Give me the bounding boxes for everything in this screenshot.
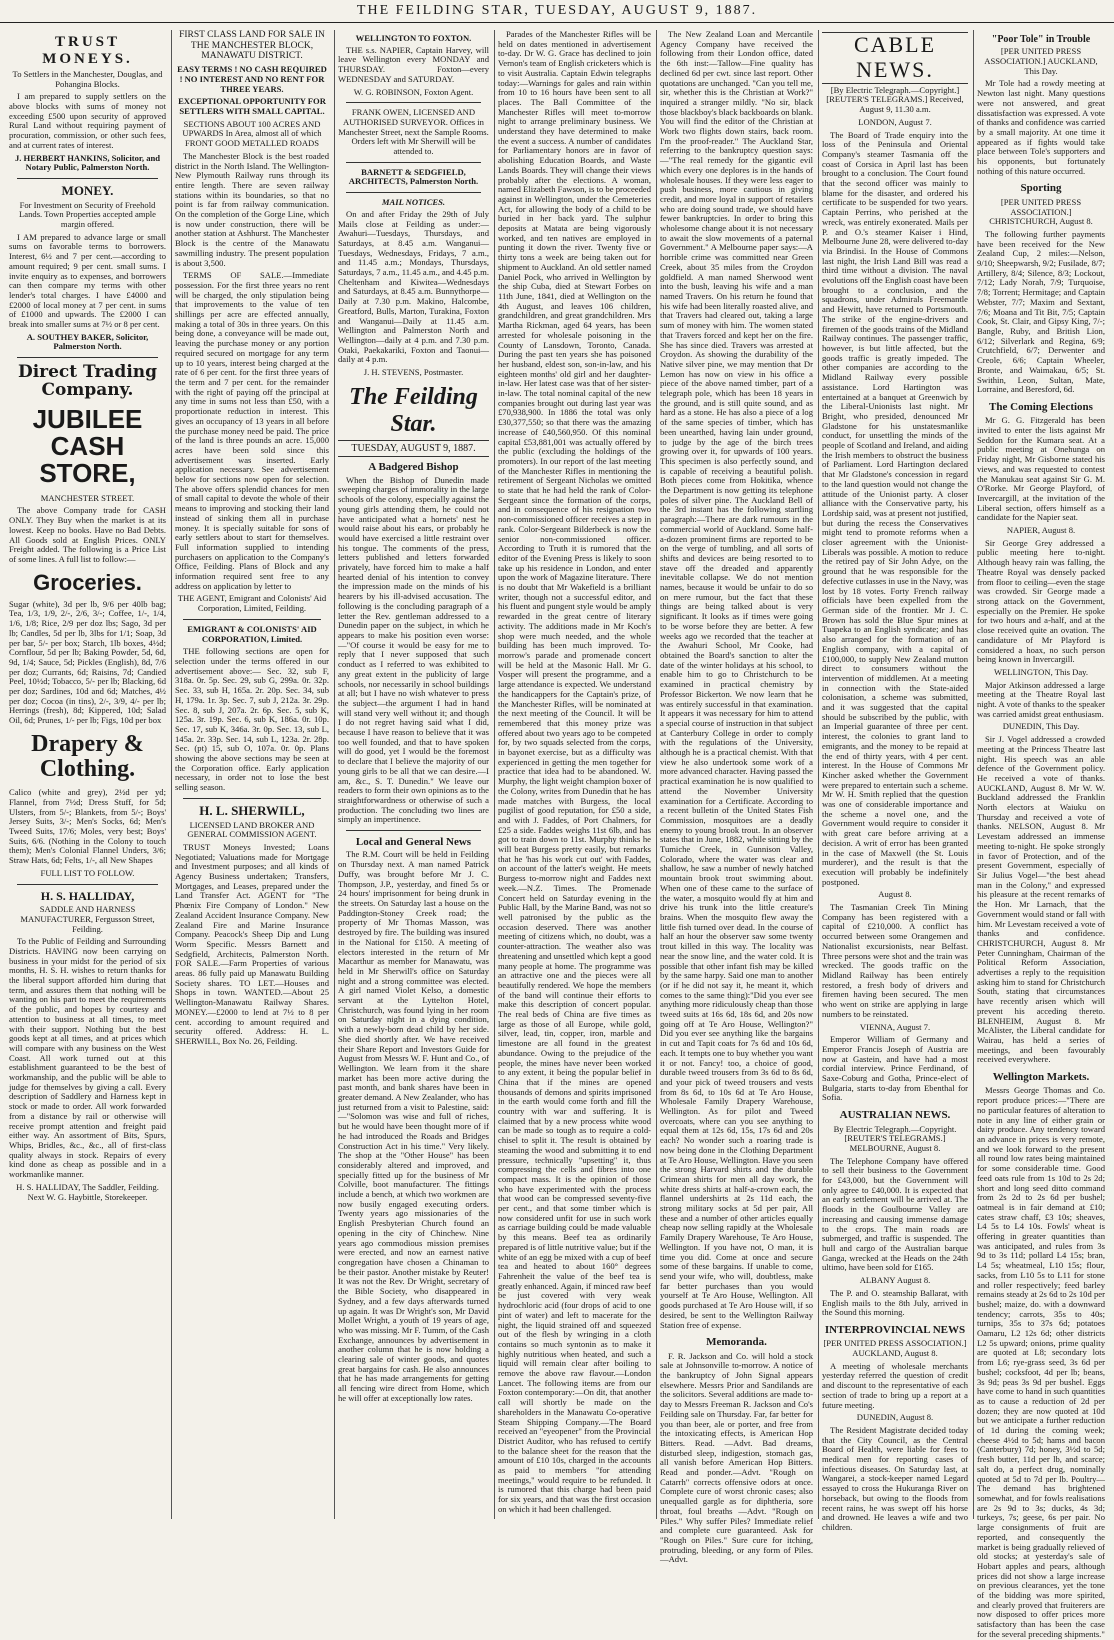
australian-news-heading: AUSTRALIAN NEWS. <box>839 1109 951 1122</box>
halliday-subheading: SADDLE AND HARNESS MANUFACTURER, Fergusson Street, Feilding. <box>20 904 155 934</box>
sporting-body: The following further payments have been received for the New Zealand Cup, 2 miles:—Nelson, 9/10; Sheepwarsh, 9/2; Fusilade, 8/7; Artillery, 8/4; Silence, 8/3; Lockout, 7/12; Lady Norah, 7/9; Turquoise, 7/8; Torrent; Hermitage; and Captain Webster, 7/7; Maxim and Sextant, 7/6; Moana and Tit Bit, 7/5; Captain Cook, St. Clair, and Gipsy King, 7/-; Bangle, Ruby, and British Lion, 6/12; Silverlark and Regina, 6/9; Crutchfield, 6/7; Derwenter and Creole, 6/6; Captain Wheeler, Bronte, and Waimakau, 6/5; St. Swithin, Leon, Sultan, Mate, Lorraine, and Beresford, 6d. <box>977 228 1105 395</box>
albany-dateline: ALBANY August 8. <box>859 1275 931 1286</box>
interprovincial-heading: INTERPROVINCIAL NEWS <box>824 1323 966 1336</box>
baker-signature: A. SOUTHEY BAKER, Solicitor, Palmerston North. <box>26 331 149 352</box>
divider <box>346 102 481 103</box>
easy-terms: EASY TERMS ! NO CASH REQUIRED ! NO INTEREST AND NO RENT FOR THREE YEARS. <box>177 64 327 94</box>
halliday-body: To the Public of Feilding and Surrounding Districts. HAVING now been carrying on business in your midst for the period of six months, H. S. H. wishes to return thanks for the liberal support afforded him during that term, and assures them that nothing will be wanting on his part to meet the requirements of the public, and hopes by courtesy and attention to business at all times, to meet with their support. Nothing but the best goods kept at all times, and at prices which will compare with any business on the West Coast. All work turned out at this establishment guaranteed to be the best of workmanship, and the public will be able to judge for themselves by giving a call. Every description of Saddlery and Harness kept in stock or made to order. All work forwarded from a distance by rail or otherwise will receive prompt attention and freight paid either way. An assortment of Bits, Spurs, Whips, Bridles, &c., &c., all of first-class quality always in stock. Repairs of every kind done as cheap as possible and in a workmanlike manner. <box>9 936 166 1180</box>
trust-body: I am prepared to supply settlers on the above blocks with sums of money not exceeding £500 upon security of approved Rural Land without requiring payment of procuration, commission, or other such fees, and at current rates of interest. <box>9 91 166 150</box>
vienna-dateline: VIENNA, August 7. <box>859 1021 931 1032</box>
vienna-body: Emperor William of Germany and Emperor Francis Joseph of Austria are now at Gastein, and have had a most cordial interview. Prince Ferdinand, of Saxe-Coburg and Gotha, Prince-elect of Bulgaria, starts to-day from Ebenthal for Sofia. <box>822 1034 968 1103</box>
land-sale-heading: FIRST CLASS LAND FOR SALE IN THE MANCHESTER BLOCK, MANAWATU DISTRICT. <box>179 30 325 62</box>
napier-dateline: NAPIER, August 8. <box>1006 525 1076 536</box>
dunedin-body: The Resident Magistrate decided today that the City Council, as the Central Board of Health, were liable for fees to medical men for reporting cases of infectious diseases. On Saturday last, at Wangarei, a stock-keeper named Legard essayed to cross the Hukuranga River on horseback, but owing to the floods from recent rains, he was swept off his horse and drowned. He leaves a wife and two children. <box>822 1424 968 1532</box>
australian-subheading: By Electric Telegraph.—Copyright. [REUTER'S TELEGRAMS.] MELBOURNE, August 8. <box>833 1123 957 1153</box>
interprovincial-subheading: [PER UNITED PRESS ASSOCIATION.] AUCKLAND, August 8. <box>823 1338 967 1359</box>
sherwill-subheading: LICENSED LAND BROKER AND GENERAL COMMISSION AGENT. <box>187 819 317 840</box>
divider <box>17 884 158 885</box>
divider <box>183 619 321 620</box>
cash-body: The above Company trade for CASH ONLY. They Buy when the market is at its lowest. Keep no books. Have no Bad Debts. All Goods sold at English Prices. ONLY Freight added. The following is a Price List of some lines. A full list to follow:— <box>9 505 166 564</box>
bishop-article: When the Bishop of Dunedin made sweeping charges of immorality in the large schools of the colony, especially against the young girls attending them, he could not have anticipated what a hornets' nest he would raise about his ears, or probably he would have exercised a little restraint over his tongue. The comments of the press, letters published and letters forwarded privately, have forced him to make a half hearted denial of his intention to convey the impression made on the minds of his hearers by his ill-advised accusation. The following is the concluding paragraph of a letter the Rev. gentleman addressed to a Dunedin paper on the subject, in which he appears to make his position even worse:—"Of course it would be easy for me to reply that I never supposed that such conduct as I referred to was exhibited to any great extent in the publicity of large schools, nor necessarily in school buildings at all; but I have no wish whatever to press the subject—the argument I had in hand will stand very well without it; and though I do not regret having said what I did, because I have reason to believe that it was too well founded, and that to have spoken will do good, yet I would be the foremost to declare that I believe the majority of our young girls to be all that we can desire.—I am, &c., S. T. Dunedin." We leave our readers to form their own opinions as to the straightforwardness or otherwise of such a production. The concluding two lines are simply an impertinence. <box>338 474 489 825</box>
australian-body: The Telephone Company have offered to sell their business to the Government for £43,000, but the Government will only agree to £40,000. It is expected that an early settlement will be arrived at. The floods in the Goulbourne Valley are increasing and causing immense damage to the crops. The main roads are submerged, and traffic is suspended. The hull and cargo of the Australian barque Ganga, wrecked at the Heads on the 24th ultimo, have been sold for £165. <box>822 1155 968 1273</box>
column-4 <box>494 30 654 1519</box>
elections-heading: The Coming Elections <box>989 400 1093 413</box>
cable-body-2: The Tasmanian Creek Tin Mining Company has been registered with a capital of £210,000. A conflict has occurred between some Orangemen and Nationalist excursionists, near Belfast. Three persons were shot and the train was wrecked. The goods traffic on the Midland Railway has been entirely restored, a fresh body of drivers and firemen having been secured. The men who went on strike are applying in large numbers to be reinstated. <box>822 902 968 1019</box>
full-list-note: FULL LIST TO FOLLOW. <box>40 867 135 878</box>
bishop-heading: A Badgered Bishop <box>368 461 459 474</box>
drapery-heading: Drapery & Clothing. <box>31 730 144 783</box>
cable-news-heading: CABLE NEWS. <box>822 32 968 84</box>
trust-subheading: To Settlers in the Manchester, Douglas, and Pohangina Blocks. <box>12 68 163 89</box>
napier-steamer-body: THE s.s. NAPIER, Captain Harvey, will leave Wellington every MONDAY and THURSDAY. Foxton—every WEDNESDAY and SATURDAY. <box>338 44 489 84</box>
dunedin-body: Sir J. Vogel addressed a crowded meeting at the Princess Theatre last night. His speech was an able defence of the Government policy. He received a vote of thanks. AUCKLAND, August 8. Mr W. W. Buckland addressed the Franklin North electors at Waiuku on Thursday and received a vote of thanks. NELSON, August 8. Mr Levestam addressed an immense meeting to-night. He spoke strongly in favor of Protection, and of the present Government, especially of Sir Julius Vogel—"the best ahead man in the Colony," and expressed his pleasure at the recent remarks of the Hon. Mr Larnach, that the Government would stand or fall with him. Mr Levestam received a vote of thanks and confidence. CHRISTCHURCH, August 8. Mr Peter Cunningham, Chairman of the Political Reform Association, advertises a reply to the requisition asking him to stand for Christchurch South, stating that circumstances have recently arisen which will prevent his acceding thereto. BLENHEIM, August 8. Mr McAlister, the Liberal candidate for Wairau, has held a series of meetings, and been favourably received everywhere. <box>977 734 1105 1065</box>
jubilee-heading: JUBILEE CASH STORE, <box>32 403 143 489</box>
sherwill-heading: H. L. SHERWILL, <box>199 802 305 818</box>
owen-surveyor: FRANK OWEN, LICENSED AND AUTHORISED SURVEYOR. Offices in Manchester Street, next the Sample Rooms. Orders left with Mr Sherwill will be attended to. <box>338 107 489 157</box>
markets-heading: Wellington Markets. <box>992 1071 1090 1084</box>
sporting-subheading: [PER UNITED PRESS ASSOCIATION.] CHRISTCHURCH, August 8. <box>989 196 1093 227</box>
wellington-foxton-heading: WELLINGTON TO FOXTON. <box>355 33 472 43</box>
poor-tole-body: Mr Tole had a rowdy meeting at Newton last night. Many questions were not answered, and great dissatisfaction was expressed. A vote of thanks and confidence was carried by a small majority. At one time it appeared as if fights would take place between Tole's supporters and his opponents, but fortunately nothing of this nature occurred. <box>977 78 1105 176</box>
grocery-price-list: Sugar (white), 3d per lb, 9/6 per 40lb bag; Tea, 1/3, 1/9, 2/-, 2/6, 3/-; Coffee, 1/-, 1/4, 1/6, 1/8; Rice, 2/9 per doz lbs; Sago, 3d per lb; Candles, 5d per lb, 3lbs for 1/1; Soap, 3d per bar, 5/- per box; Starch, 1lb boxes, 4½d; Cornflour, 5d per lb; Baking Powder, 5d, 6d, 9d, 1/4; Sauce, 5d; Pickles (English), 8d, 7/6 per doz; Currants, 6d; Raisins, 7d; Candied Peel, 10½d; Tobacco, 5/- per lb; Blacking, 6d per doz; Sardines, 10d and 6d; Matches, 4½ per doz; Cocoa (in tins), 2/-, 3/9, 4/- per lb; Herrings (fresh), 8d; Kippered, 10d; Salad Oil, 6d; Prunes, 1/- per lb; Figs, 10d per box <box>9 598 166 726</box>
dunedin-dateline: DUNEDIN, August 8. <box>856 1412 934 1423</box>
local-news-heading: Local and General News <box>355 836 472 849</box>
agent-address: THE AGENT, Emigrant and Colonists' Aid Corporation, Limited, Feilding. <box>177 593 327 614</box>
sherwill-body: TRUST Moneys Invested; Loans Negotiated; Valuations made for Mortgage and Investment purposes; and all kinds of Agency Business undertaken; Transfers, Mortgages, and Leases, prepared under the Land Transfer Act. AGENT for "The Phœnix Fire Company of London." New Zealand Accident Insurance Company. New Zealand Fire and Marine Insurance Company. Peacock's Sheep Dip and Lung Worm Specific. Messrs Barnett and Sedgfield, Architects, Palmerston North. FOR SALE.—Farm Properties of various areas. 86 fully paid up Manawatu Building Society shares. TO LET.—Houses and Shops in town. WANTED.—About 25 Wellington-Manawatu Railway Shares. MONEY.—£2000 to lend at 7½ to 8 per cent. according to amount required and security offered. Address: H. L. SHERWILL, Box No. 26, Feilding. <box>175 841 329 1046</box>
wellington-dateline: WELLINGTON, This Day. <box>993 666 1089 677</box>
markets-body: Messrs George Thomas and Co. report produce prices:—"There are no particular features of alteration to note in any line of either grain or dairy produce. Any tendency toward an advance in prices is very remote, and we look forward to the present all round low rates being maintained for some considerable time. Good feed oats rule from 1s 10d to 2s 2d; short and long seed ditto command from 2s 2d to 2s 6d per bushel; oatmeal is in fair demand at £10; cates straw chaff, £3 10s; sheaves, L4 5s to L4 10s. Fowls' wheat is offering in greater quantities than was anticipated, and rules from 3s 9d to 3s 11d; pollard L4 15s; bran, L4 5s; wheatmeal, L10 15s; flour, sacks, from L10 5s to L11 for stone and roller respectively; feed barley remains steady at 2s 6d to 2s 10d per bushel; maize, do. with a downward tendency; carrots, 35s to 40s; turnips, 35s to 37s 6d; potatoes Oamaru, L2 12s 6d; other districts L2 5s upward; onions, prime quality are quoted at L8; secondary lots from L6; rye-grass seed, 3s 6d per bushel; cocksfoot, 4d per lb; beans, 3s 9d; peas 3s 9d per bushel. Eggs have come to hand in such quantities as to cause a reduction of 2d per dozen; they are now quoted at 10d but we anticipate a further reduction of 1d during the coming week; cheese 4½d to 5d; hams and bacon (Canterbury) 7d; honey, 3½d to 5d; fresh butter, 11d per lb, and scarce; salt do, a perfect drug, nominally quoted at 5d to 7d per lb. Poultry—The demand has brightened somewhat, and for fowls realisations are 2s 9d to 3s; ducks, 4s 3d; turkeys, 7s; geese, 6s per pair. No large consignments of fruit are reported, and consequently the market is being gradually relieved of old stocks; at yesterday's sale of Hobart apples and pears, although prices did not show a large increase on previous clearances, yet the tone of the bidding was more spirited, and clearly proved that fruiterers are now disposed to offer prices more satisfactory than has been the case for the several preceding shipments." <box>977 1085 1105 1639</box>
robinson-signature: W. G. ROBINSON, Foxton Agent. <box>353 86 474 97</box>
mail-notices-heading: MAIL NOTICES. <box>381 197 446 208</box>
column-2 <box>171 30 332 1519</box>
poor-tole-subheading: [PER UNITED PRESS ASSOCIATION.] AUCKLAND, This Day. <box>984 46 1098 76</box>
drapery-price-list: Calico (white and grey), 2½d per yd; Flannel, from 7½d; Dress Stuff, for 5d; Ulsters, from 5/-; Blankets, from 5/-; Boys' Jersey Suits, 3/-; Men's Socks, 6d; Men's Tweed Suits, 17/6; Moles, very best; Boys' Suits, 6/6. (Nothing in the Colony to touch them); Men's Colonial Flannel Unders, 3/6; Straw Hats, 6d; Felts, 1/-, all New Shapes <box>9 787 166 866</box>
albany-body: The P. and O. steamship Ballarat, with English mails to the 8th July, arrived in the Sound this morning. <box>822 1287 968 1318</box>
interprovincial-body: A meeting of wholesale merchants yesterday referred the question of credit and discount to the representative of each section of trade to bring up a report at a future meeting. <box>822 1360 968 1410</box>
sections-notice: SECTIONS ABOUT 100 ACRES AND UPWARDS In Area, almost all of which FRONT GOOD METALLED ROADS <box>182 118 322 149</box>
mail-notices-body: On and after Friday the 29th of July Mails close at Feilding as under:— Awahuri—Tuesdays, Thursdays, and Saturdays, at 8.45 a.m. Wanganui—Tuesdays, Wednesdays, Fridays, 7 a.m., and 11.45 a.m.; Mondays, Thursdays, Saturdays, 7 a.m., 11.45 a.m., and 4.45 p.m. Cheltenham and Kiwitea—Wednesdays and Saturdays, at 8.45 a.m. Bunnythorpe—Daily at 7.30 p.m. Makino, Halcombe, Greatford, Bulls, Marton, Turakina, Foxton and Wanganui—Daily at 11.45 a.m. Wellington and Palmerston North and Wellington—daily at 4 p.m. and 7.30 p.m. Otaki, Paekakariki, Foxton and Taonui—daily at 4 p.m. <box>338 208 490 365</box>
sporting-heading: Sporting <box>1020 182 1062 195</box>
manchester-block-body: The Manchester Block is the best roaded district in the North Island. The Wellington-New Plymouth Railway runs through its entire length. There are seven railway stations within its boundaries, so that no point is far from railway communication. On the completion of the Gorge Line, which is now under construction, there will be another station at Ashhurst. The Manchester Block is the centre of the Manawatu sawmilling industry. The present population is about 3,500. <box>175 150 329 268</box>
column-5 <box>656 29 816 1565</box>
news-items-body: The New Zealand Loan and Mercantile Agency Company have received the following from their London office, dated the 6th inst:—Tallow—Fine quality has declined 6d per cwt. since last report. Other quotations are unchanged. "Can you tell me, sir, whether this is the Christian at Work?" inquired a stranger mildly. "No sir, black those blackboy's black backboards on blank. You will find the editor of the Christian at Work two flights down stairs, back room. I'm the proof-reader." The Auckland Star, referring to the bankruptcy question says:—"The real remedy for the gigantic evil which every one deplores is in the hands of wholesale houses. If they were less eager to push business, more cautious in giving credit, and more loyal in support of retailers who are doing sound trade, we should have fewer bankruptcies. In order to bring this wholesome change about it is not necessary to await the slow movements of a paternal Government." A Melbourne paper says:—A horrible crime was committed near Green Creek, about 35 miles from the Croydon goldfield. A man named Sherwood went into the bush, leaving his wife and a man named Travers. On his return he found that his wife had been literally roasted alive, and that Travers had cleared out, taking a large sum of money with him. The women stated that Travers forced and kept her on the fire. She has since died. Travers was arrested at Croydon. As showing the durability of the Native silver pine, we may mention that Dr Lemon has now on view in his office a piece of the above named timber, part of a telegraph pole, which has been 18 years in the ground, and is still quite sound, and as hard as a stone. He has also a piece of a log of the same species of timber, which has been unearthed, having lain under ground, to judge by the age of the birch trees growing over it, for upwards of 100 years. This specimen is also perfectly sound, and is capable of receiving a beautiful polish. Both pieces come from Hokitika, whence the Department is now getting its telephone poles of silver pine. The Auckland Bell of the 3rd instant has the following startling paragraph:—There are dark rumours in the commercial world of Auckland. Some half-a-dozen prominent firms are reported to be on the verge of tumbling, and all sorts of shifts and devices are being resorted to to stave off the dreaded and apparently inevitable collapse. We do not mention names, because it would be unfair to do so on mere rumour, but the fact that these things are being talked about is very significant. It looks as if times were going to be worse before they are better. A few weeks ago we recorded that the teacher at the Awahuri School, Mr Cooke, had obtained the Board's sanction to alter the date of the winter holidays at his school, to enable him to go to Christchurch to be examined in practical chemistry by Professor Bickerton. We now learn that he was entirely successful in that examination. It appears it was necessary for him to attend a special course of instruction in that subject at Canterbury College in order to comply with the regulations of the University, although he is a practical chemist. With that view he also undertook some work of a more advanced character. Having passed the practical examination he is now qualified to attend the November University examination for a Certificate. According to a recent bulletin of the United States Fish Commission, mosquitoes are a deadly enemy to young brook trout. In an observer states that in June, 1882, while sitting by the Tumiche Creek, in Gunnison Valley, Colorado, where the water was clear and shallow, he saw a number of newly hatched mountain brook trout swimming about. When one of these came to the surface of the water, a mosquito would fly at him and drive his trunk into the little creature's brains. When the mosquito flew away the little fish turned over dead. In the course of half an hour the observer saw some twenty trout killed in this way. The locality was near the snow line, and the water cold. It is possible that other infant fish may be killed by the same harpy. Said one man to another (or if he did not say it, he meant it, which comes to the same thing):"Did you ever see anything more ridiculously cheap than those tweed suits at 16s 6d, 18s 6d, and 20s now going off at Te Aro House, Wellington?" Did you ever see anything like the bargains in cut and Tapit coats for 7s 6d and 10s 6d, each. It tempts one to buy whether you want it or not. Fancy! too, a choice of good, durable tweed trousers from 3s 6d to 8s 6d, and your pick of tweed trousers and vests from 8s 6d, to 10s 6d at Te Aro House, Wholesale Family Drapery Warehouse, Wellington. As for pilot and Tweed overcoats, where can you see anything to equal them at 12s 6d, 15s, 17s 6d and 20s each? No wonder such a roaring trade is now being done in the Clothing Department at Te Aro House, Wellington. Have you seen the strong Harvard shirts and the durable Crimean shirts for men all day work, the white dress shirts at half-a-crown each, the flannel undershirts at 2s 11d each, the strong military socks at 5d per pair, All these and a number of other articles equally cheap now selling rapidly at the Wholesale Family Drapery Warehouse, Te Aro House, Wellington. If you have not, O man, it is time you did. Come at once and secure some of these bargains. If unable to come, send your wife, who will, doubtless, make far better purchases than you would yourself at Te Aro House, Wellington. All goods purchased at Te Aro House will, if so desired, be sent to the Wellington Railway Station free of expense. <box>660 29 813 1330</box>
general-news-body: Parades of the Manchester Rifles will be held on dates mentioned in advertisement to-day. Dr W. G. Grace has declined to join Vernon's team of English cricketers which is to visit Australia. Captain Edwin telegraphs today:—Warnings for gales and rain within from 10 to 16 hours have been sent to all places. The Ball Committee of the Manchester Rifles will meet to-morrow night to arrange preliminary business. We understand they have determined to make the event a success. A number of candidates for Parliamentary honors are in favor of abolishing Education Boards, and Waste Lands Boards. They will change their views probably after the elections. A woman, named Elizabeth Fawson, is to be proceeded against in Wellington, under the Cemeteries Act, for allowing the body of a child to be buried in her back yard. The sulphur deposits at Matata are being vigorously worked, and ten natives are employed in punting it down the river. Twenty five or thirty tons a week are being taken out for shipment to Auckland. An old settler named Daniel Pock, who arrived in Wellington by the ship Cuba, died at Stewart Forbes on 11th June, 1841, died at Wellington on the 4th August, and leaves 106 children, grandchildren, and great grandchildren. Mrs Martha Rickman, aged 64 years, has been arrested for wholesale poisoning in the County of Lansdown, Toronto, Canada. During the past ten years she has poisoned her husband, eldest son, son-in-law, and his eighteen months' old girl and her daughter-in-law. Her latest case was that of her sister-in-law. The total nominal capital of the new companies brought out during last year was £70,938,900. In 1886 the total was only £30,377,550; so that there was the amazing increase of £40,560,950. Of this nominal capital £53,881,001 was actually offered by the public (excluding the holdings of the promoters). In our report of the last meeting of the Manchester Rifles in mentioning the retirement of Sergeant Nicholas we omitted to state that he had held the rank of Color-Sergeant since the formation of the corps, and in consequence of his resignation two non-commissioned officer receives a step in rank. Color-Sergeant Bilderbeck is now the senior non-commissioned officer. According to Truth it is rumored that the editor of the Evening Press is likely to soon take up his residence in London, and enter upon the work of Magazine literature. There is no doubt that Mr Wakefield is a brilliant writer, though not a successful editor, and his fluent and pungent style would be amply rewarded in the great centre of literary activity. The additions made in Mr Koch's shop were much needed, and the whole building has been much improved. To-morrow's parade and promenade concert will be held at the Masonic Hall. Mr G. Vosper will present the programme, and a large attendance is expected. We understand the handicappers for the Captain's prize, of the Manchester Rifles, will be nominated at the next meeting of the Council. It will be remembered that this money prize was offered about two years ago to be competed for, by two squads selected from the corps, in bayonet exercise, but as a difficulty was experienced in getting the men together for practice that idea had to be abandoned. W. Murphy, the light weight champion boxer of the Colony, writes from Dunedin that he has made matches with Burgess, the local pugilist of good reputation, for £50 a side, and with J. Faddes, of Port Chalmers, for £25 a side. Faddes weighs 11st 6lb, and has got to train down to 11st. Murphy thinks he will beat Burgess pretty easily, but remarks that he 'has his work cut out' with Faddes, on account of the latter's weight. He meets Burgess to-morrow night and Faddes next week.—N.Z. Times. The Promenade Concert held on Saturday evening in the Public Hall, by the Marine Band, was not so well patronised by the public as the occasion deserved. There was another meeting of citizens which, no doubt, was a counter-attraction. The weather also was threatening and unsettled which kept a good many people at home. The programme was an attractive one and the pieces were all beautifully rendered. We hope the members of the band will continue their efforts to make this description of concert popular. The real beds of China are five times as large as those of all Europe, while gold, silver, lead, tin, copper, iron, marble and limestone are all found in the greatest abundance. Owing to the prejudice of the people, the mines have never been worked to any extent, it being the popular belief in China that if the mines are opened thousands of demons and spirits imprisoned in the earth would come forth and fill the country with war and suffering. It is claimed that by a new process white wood can be made so tough as to require a cold-chisel to split it. The result is obtained by steaming the wood and submitting it to end pressure, technically "upsetting" it, thus compressing the cells and fibres into one compact mass. It is the opinion of those who have experimented with the process that wood can be compressed seventy-five per cent., and that some timber which is now considered unfit for use in such work as carriage building could be made valuable by this means. Beef tea as ordinarily prepared is of little nutritive value; but if the white of an egg be mixed with a cup of beef tea and heated to about 160° degrees Fahrenheit the value of the beef tea is greatly enhanced. Again, if minced raw beef be just covered with very weak hydrochloric acid (four drops of acid to one pint of water) and left to macerate for the night, the liquid strained off and squeezed out of the flesh by wringing in a cloth contains so much syntonin as to make it highly nutritious when heated, and such a liquid will remain clear after boiling to remove the above raw flavour.—London Lancet. The following items are from our Foxton contemporary:—On dit, that another call will shortly be made on the shareholders in the Manawatu Co-operative Steam Shipping Company.—The Board received an "eyeopener" from the Provincial District Auditor, who has refused to certify to the balance sheet for the reason that the amount of £10 10s, charged in the accounts as paid to members "for attending meetings," would require to be refunded. It is rumored that this charge had been paid for six years, and that was the first occasion on which it had been challenged. <box>498 29 651 1514</box>
exceptional-opportunity: EXCEPTIONAL OPPORTUNITY FOR SETTLERS WITH SMALL CAPITAL. <box>178 96 326 117</box>
local-news-body: The R.M. Court will be held in Feilding on Thursday next. A man named Patrick Duffy, was brought before Mr J. C. Thompson, J.P., yesterday, and fined 5s or 24 hours' imprisonment for being drunk in the streets. On Saturday last a house on the Paddington-Stoney Creek road; the property of Mr Thomas Masson, was destroyed by fire. The building was insured in the National for £150. A meeting of electors interested in the return of Mr Macarthur as member for Manawatu, was held in Mr Sherwill's office on Saturday night and a strong committee was elected. A girl named Violet Kelso, a domestic servant at the Lyttelton Hotel, Christchurch, was found lying in her room on Saturday night in a dying condition, with a newly-born dead child by her side. She died shortly after. We have received their Share Report and Investors Guide for August from Messrs W. F. Hunt and Co., of Wellington. We learn from it the share market has been more active during the past month, and bank shares have been in greater demand. A New Zealander, who has just returned from a visit to Palestine, said:—"Solomon was wise and full of riches, but he would have been thought more of if he had introduced the Roads and Bridges Construction Act in his time." Very likely. The shop at the "Other House" has been considerably altered and improved, and specially fitted up for the business of Mr Colville, boot manufacturer. The fittings include a bench, at which two workmen are now busily engaged executing orders. Twenty years ago missionaries of the English Presbyterian Church found an opening in the city of Chinchew. Nine years ago commodious mission premises were erected, and now an earnest native congregation have chosen a Chinaman to be their pastor. Another mistake by Reuter! It was not the Rev. Dr Wright, secretary of the Bible Society, who disappeared in Sydney, and a few days afterwards turned up again. It was Dr Wright's son, Mr David Mollet Wright, a youth of 19 years of age, who was missing. Mr F. Tumm, of the Cash Exchange, announces by advertisement in another column that he is now holding a clearing sale of winter goods, and quotes great bargains for cash. He also announces that he has made arrangements for getting all fencing wire direct from Home, which he will offer at exceptionally low rates. <box>338 849 489 1403</box>
column-1 <box>6 30 169 1519</box>
wellington-body: Major Atkinson addressed a large meeting at the Theatre Royal last night. A vote of thanks to the speaker was carried amidst great enthusiasm. <box>977 679 1105 719</box>
napier-body: Sir George Grey addressed a public meeting here to-night. Although heavy rain was falling, the Theatre Royal was densely packed from floor to ceiling—even the stage was crowded. Sir George made a strong attack on the Government, especially on the Premier. He spoke for two hours and a-half, and at the close received quite an ovation. The candidature of Mr Playford is considered a hoax, no such person being known in Invercargill. <box>977 537 1105 665</box>
poor-tole-heading: "Poor Tole" in Trouble <box>991 34 1091 45</box>
divider <box>17 357 158 358</box>
halliday-heading: H. S. HALLIDAY, <box>40 888 135 903</box>
money-body: For Investment on Security of Freehold Lands. Town Properties accepted ample margin offered. <box>19 199 156 229</box>
divider <box>346 162 481 163</box>
money-heading: MONEY. <box>61 182 114 198</box>
cable-subheading: [By Electric Telegraph.—Copyright.] [REUTER'S TELEGRAMS.] Received, August 9, 11.30 a.m. <box>826 84 964 115</box>
paper-nameplate: The Feilding Star. <box>349 383 478 437</box>
column-3 <box>334 30 492 1519</box>
groceries-heading: Groceries. <box>33 569 142 595</box>
divider <box>17 178 158 179</box>
newspaper-columns <box>6 29 1108 1639</box>
memoranda-heading: Memoranda. <box>706 1336 767 1349</box>
trust-heading: TRUST MONEYS. <box>42 34 133 67</box>
hankins-signature: J. HERBERT HANKINS, Solicitor, and Notary Public, Palmerston North. <box>14 152 161 173</box>
column-7 <box>973 30 1108 1639</box>
column-6 <box>818 30 971 1532</box>
london-dateline: LONDON, August 7. <box>858 116 932 127</box>
divider <box>346 830 481 831</box>
corporation-heading: EMIGRANT & COLONISTS' AID CORPORATION, Limited. <box>187 623 317 644</box>
divider <box>346 192 481 193</box>
dunedin-dateline: DUNEDIN, This Day. <box>1002 721 1080 732</box>
paper-dateline: TUESDAY, AUGUST 9, 1887. <box>338 440 489 457</box>
elections-body: Mr G. G. Fitzgerald has been invited to enter the lists against Mr Seddon for the Kumara seat. At a public meeting at Onehunga on Friday night, Mr Gisborne stated his views, and was requested to contest the Manukau seat against Sir G. M. O'Rorke. Mr George Playford, of Invercargill, at the invitation of the Liberal section, offers himself as a candidate for the Napier seat. <box>977 415 1105 523</box>
halliday-signature: H. S. HALLIDAY, The Saddler, Feilding. Next W. G. Haybittle, Storekeeper. <box>16 1181 159 1202</box>
masthead: THE FEILDING STAR, TUESDAY, AUGUST 9, 1887. <box>0 0 1114 23</box>
divider <box>183 798 321 799</box>
memoranda-body: F. R. Jackson and Co. will hold a stock sale at Johnsonville to-morrow. A notice of the bankruptcy of John Signal appears elsewhere. Messrs Prior and Sandilands are the solicitors. Several additions are made to-day to Messrs Freeman R. Jackson and Co's Feilding sale on Thursday. Far, far better for you than beer, ale or porter, and free from the intoxicating effects, is American Hop Bitters. Read. —Advt. Bad dreams, disturbed sleep, indigestion, stomach gas, all vanish before American Hop Bitters. Read and ponder.—Advt. "Rough on Catarrh" corrects offensive odors at once. Complete cure of worst chronic cases; also unequalled gargle as for diphtheria, sore throat, foul breaths —Advt. "Rough on Piles." Why suffer Piles? Immediate relief and complete cure guaranteed. Ask for "Rough on Piles." Sure cure for itching, protruding, bleeding, or any form of Piles.—Advt. <box>660 1350 813 1565</box>
postmaster-signature: J. H. STEVENS, Postmaster. <box>363 367 464 378</box>
baker-body: I AM prepared to advance large or small sums on favorable terms to borrowers. Interest, 6½ and 7 per cent.—according to amount required; 9 per cent. small sums. I invite enquiry as to expenses, and borrowers can then compare my terms with other lender's total charges. I have £4000 and £2000 of local money at 7 per cent. in sums of £1000 and upwards. The £2000 I can break into smaller sums at 7½ or 8 per cent. <box>9 231 166 330</box>
direct-trading-heading: Direct Trading Company. <box>17 362 158 400</box>
cable-body: The Board of Trade enquiry into the loss of the Peninsula and Oriental Company's steamer Tasmania off the coast of Corsica in April last has been brought to a conclusion. The Court found that the second officer was mainly to blame for the disaster, and ordered his certificate to be suspended for two years. Captain Perrins, who perished at the wreck, was entirely exonerated. Mails per P. and O.'s steamer Kaiser i Hind, Melbourne June 28, were delivered to-day via Brindisi. In the House of Commons last night, the Irish Land Bill was read a third time without a division. The naval evolutions off the English coast have been brought to a conclusion, and the squadrons, under Admirals Freemantle and Hewitt, have returned to Portsmouth. The strike of the engine-drivers and firemen of the goods trains of the Midland Railway continues. The passenger traffic, however, is but little affected, but the goods traffic is greatly impeded. The other companies are according to the Midland Railway every possible assistance. Lord Hartington was entertained at a banquet at Greenwich by the Liberal-Unionists last night. Mr Bright, who presided, denounced Mr Gladstone for his unstatesmanlike conduct, for unsettling the minds of the people of Scotland and Ireland, and aiding the Irish members to obstruct the business of Parliament. Lord Hartington declared that Mr Gladstone's concession in regard to the land question would not change the attitude of the Unionist party. A closer alliance with the Conservative party, his Lordship said, was at present not justified, but during the recess the Conservatives might tend to promote reforms when a closer agreement with the Unionist-Liberals was possible. A motion to reduce the retired pay of Sir John Adye, on the ground that he was responsible for the defective cutlasses in use in the Navy, was lost by 18 votes. Forty French railway officials have been expelled from the German side of the frontier. Mr J. C. Brown has sold the Blue Spur mines at Tuapeka to an English syndicate; and has also arranged for the formation of an English company, with a capital of £100,000, to supply New Zealand mutton direct to consumers without the intervention of middlemen. At a meeting in connection with the State-aided colonisation, a scheme was submitted, and it was suggested that the capital should be subscribed by the public, with an Imperial guarantee of three per cent. interest, the colonies to grant land to emigrants, and the money to be repaid at the end of thirty years, with 4 per cent. interest. In the House of Commons Mr Kincher asked whether the Government were prepared to entertain such a scheme. Mr W. H. Smith replied that the question was one of considerable importance and the scheme a novel one, and the Government would require to consider it with great care before arriving at a decision. A writ of error has been granted in the case of Maxwell (the St. Louis murderer), and the result is that the execution will probably be indefinitely postponed. <box>822 129 968 887</box>
barnett-architects: BARNETT & SEDGFIELD, ARCHITECTS, Palmerston North. <box>348 166 479 187</box>
aug8-dateline: August 8. <box>878 889 912 900</box>
terms-of-sale: TERMS OF SALE.—Immediate possession. For the first three years no rent will be charged, the only stipulation being that improvements to the value of ten shillings per acre are effected annually, making a total of 30s in three years. On this being done, a conveyance will be made out, leaving the purchase money or any portion required secured on mortgage for any term up to 10 years, interest being charged at the rate of 6 per cent. for the first three years of the term and 7 per cent. for the remainder with the right of paying off the principal at any time in sums not less than £50, with a proportionate reduction in interest. This gives an occupancy of 13 years in all before the purchase money need be paid. The price of the land is three pounds an acre. 15,000 acres have been sold since this advertisement was inserted. Early application necessary. See advertisement below for sections now open for selection. The above offers splendid chances for men of small capital to devote the whole of their means to improving and stocking their land instead of sinking them all in purchase money. It is specially suitable for sons of early settlers about to start for themselves. Full information supplied to intending purchasers on application to the Company's Office, Feilding. Plans of Block and any information required sent free to any address on application by letter to <box>175 270 329 591</box>
manchester-street: MANCHESTER STREET. <box>40 492 135 503</box>
corporation-sections: THE following sections are open for selection under the terms offered in our advertisement above:— Sec. 32, sub F, 318a. 0r. 5p. Sec. 29, sub G, 299a. 0r. 32p. Sec. 33, sub H, 165a. 2r. 20p. Sec. 34, sub H, 179a. 1r. 3p. Sec. 7, sub J, 212a. 3r. 29p. Sec. 8, sub J, 207a. 2r. 6p. Sec. 5, sub K, 125a. 3r. 19p. Sec. 6, sub K, 186a. 0r. 10p. Sec. 17, sub K, 346a. 3r. 0p. Sec. 13, sub L, 145a. 2r. 33p. Sec. 14, sub L, 123a. 2r. 28p. Sec. (pt) 15, sub O, 107a. 0r. 0p. Plans showing the above sections may be seen at the Corporation office. Early application necessary, in order not to lose the best selling season. <box>175 646 329 793</box>
